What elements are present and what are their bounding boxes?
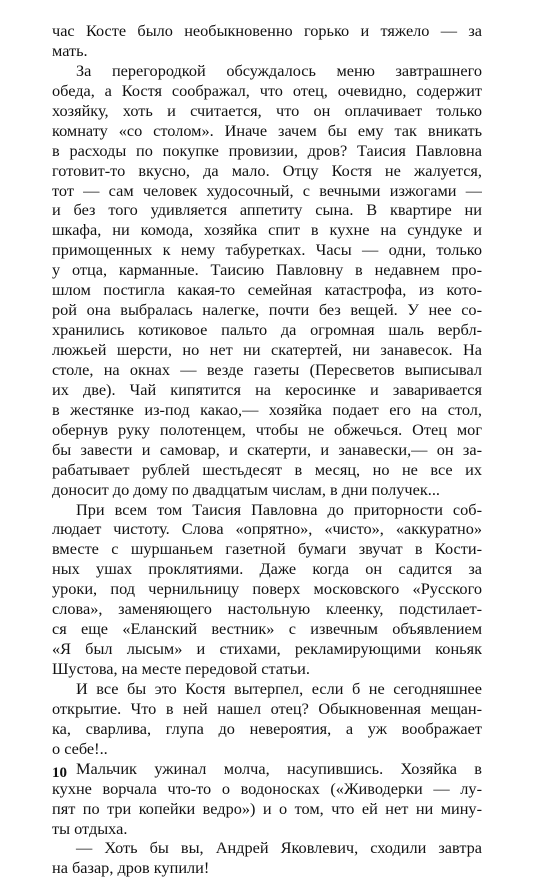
text-line: рабатывает рублей шестьдесят в месяц, но не все их [52, 459, 482, 479]
text-line: людает чистоту. Слова «опрятно», «чисто», «аккуратно» [52, 519, 482, 539]
text-line: кухне ворчала что-то о водоносках («Живодерки — лу- [52, 778, 482, 798]
text-line: ных ушах проклятиями. Даже когда он садится за [52, 559, 482, 579]
text-line: За перегородкой обсуждалось меню завтрашнего [76, 60, 482, 80]
text-line: час Косте было необыкновенно горько и тяжело — за [52, 21, 482, 40]
text-line: столе, на окнах — везде газеты (Пересветов выписывал [52, 359, 482, 379]
text-line: Шустова, на месте передовой статьи. [52, 659, 310, 678]
text-line: открытие. Что в ней нашел отец? Обыкновенная мещан- [52, 698, 482, 718]
text-line: примощенных к нему табуретках. Часы — одни, только [52, 240, 482, 260]
text-line: люжьей шерсти, но нет ни скатертей, ни занавесок. На [52, 340, 482, 359]
text-line: их две). Чай кипятится на керосинке и заваривается [52, 379, 482, 399]
text-line: хранились котиковое пальто да огромная шаль вербл- [52, 320, 482, 340]
text-line: вместе с шуршаньем газетной бумаги звучат в Кости- [52, 539, 482, 559]
text-line: При всем том Таисия Павловна до приторности соб- [76, 499, 482, 519]
text-line: обернув руку полотенцем, чтобы не обжечься. Отец мог [52, 419, 482, 439]
text-line: рой она выбралась налегке, почти без вещей. У нее со- [52, 300, 482, 320]
text-line: — Хоть бы вы, Андрей Яковлевич, сходили завтра [76, 838, 482, 858]
text-line: тот — сам человек худосочный, с вечными изжогами — [52, 180, 482, 200]
page-number: 10 [52, 765, 67, 781]
text-line: бы завести и самовар, и скатерти, и занавески,— он за- [52, 439, 482, 459]
text-line: и без того удивляется аппетиту сына. В квартире ни [52, 200, 482, 220]
text-line: шкафа, ни комода, хозяйка спит в кухне на сундуке и [52, 220, 482, 240]
text-line: пят по три копейки ведро») и о том, что ей нет ни мину- [52, 798, 482, 818]
text-line: ты отдыха. [52, 818, 128, 838]
text-line: готовит-то вкусно, да мало. Отцу Костя не жалуется, [52, 160, 482, 180]
text-line: «Я был лысым» и стихами, рекламирующими коньяк [52, 639, 482, 659]
text-line: доносит до дому по двадцатым числам, в дни получек... [52, 479, 440, 499]
text-line: шлом постигла какая-то семейная катастрофа, из кото- [52, 280, 482, 300]
body-text [52, 21, 482, 878]
text-line: комнату «со столом». Иначе зачем бы ему так вникать [52, 120, 482, 140]
text-line: хозяйку, хоть и считается, что он оплачивает только [52, 100, 482, 120]
text-line: слова», заменяющего настольную клеенку, подстилает- [52, 599, 482, 619]
text-line: ся еще «Еланский вестник» с извечным объявлением [52, 619, 482, 639]
text-line: обеда, а Костя соображал, что отец, очевидно, содержит [52, 80, 482, 100]
text-line: у отца, карманные. Таисию Павловну в недавнем про- [52, 260, 482, 280]
text-line: уроки, под чернильницу поверх московского «Русского [52, 579, 482, 599]
text-line: ка, сварлива, глупа до невероятия, а уж воображает [52, 718, 482, 738]
text-line: мать. [52, 40, 88, 60]
text-line: в жестянке из-под какао,— хозяйка подает его на стол, [52, 399, 482, 419]
text-line: на базар, дров купили! [52, 858, 210, 878]
text-line: И все бы это Костя вытерпел, если б не сегодняшнее [76, 678, 482, 698]
text-line: Мальчик ужинал молча, насупившись. Хозяйка в [76, 758, 482, 778]
text-line: о себе!.. [52, 738, 108, 758]
text-line: в расходы по покупке провизии, дров? Таисия Павловна [52, 140, 482, 160]
